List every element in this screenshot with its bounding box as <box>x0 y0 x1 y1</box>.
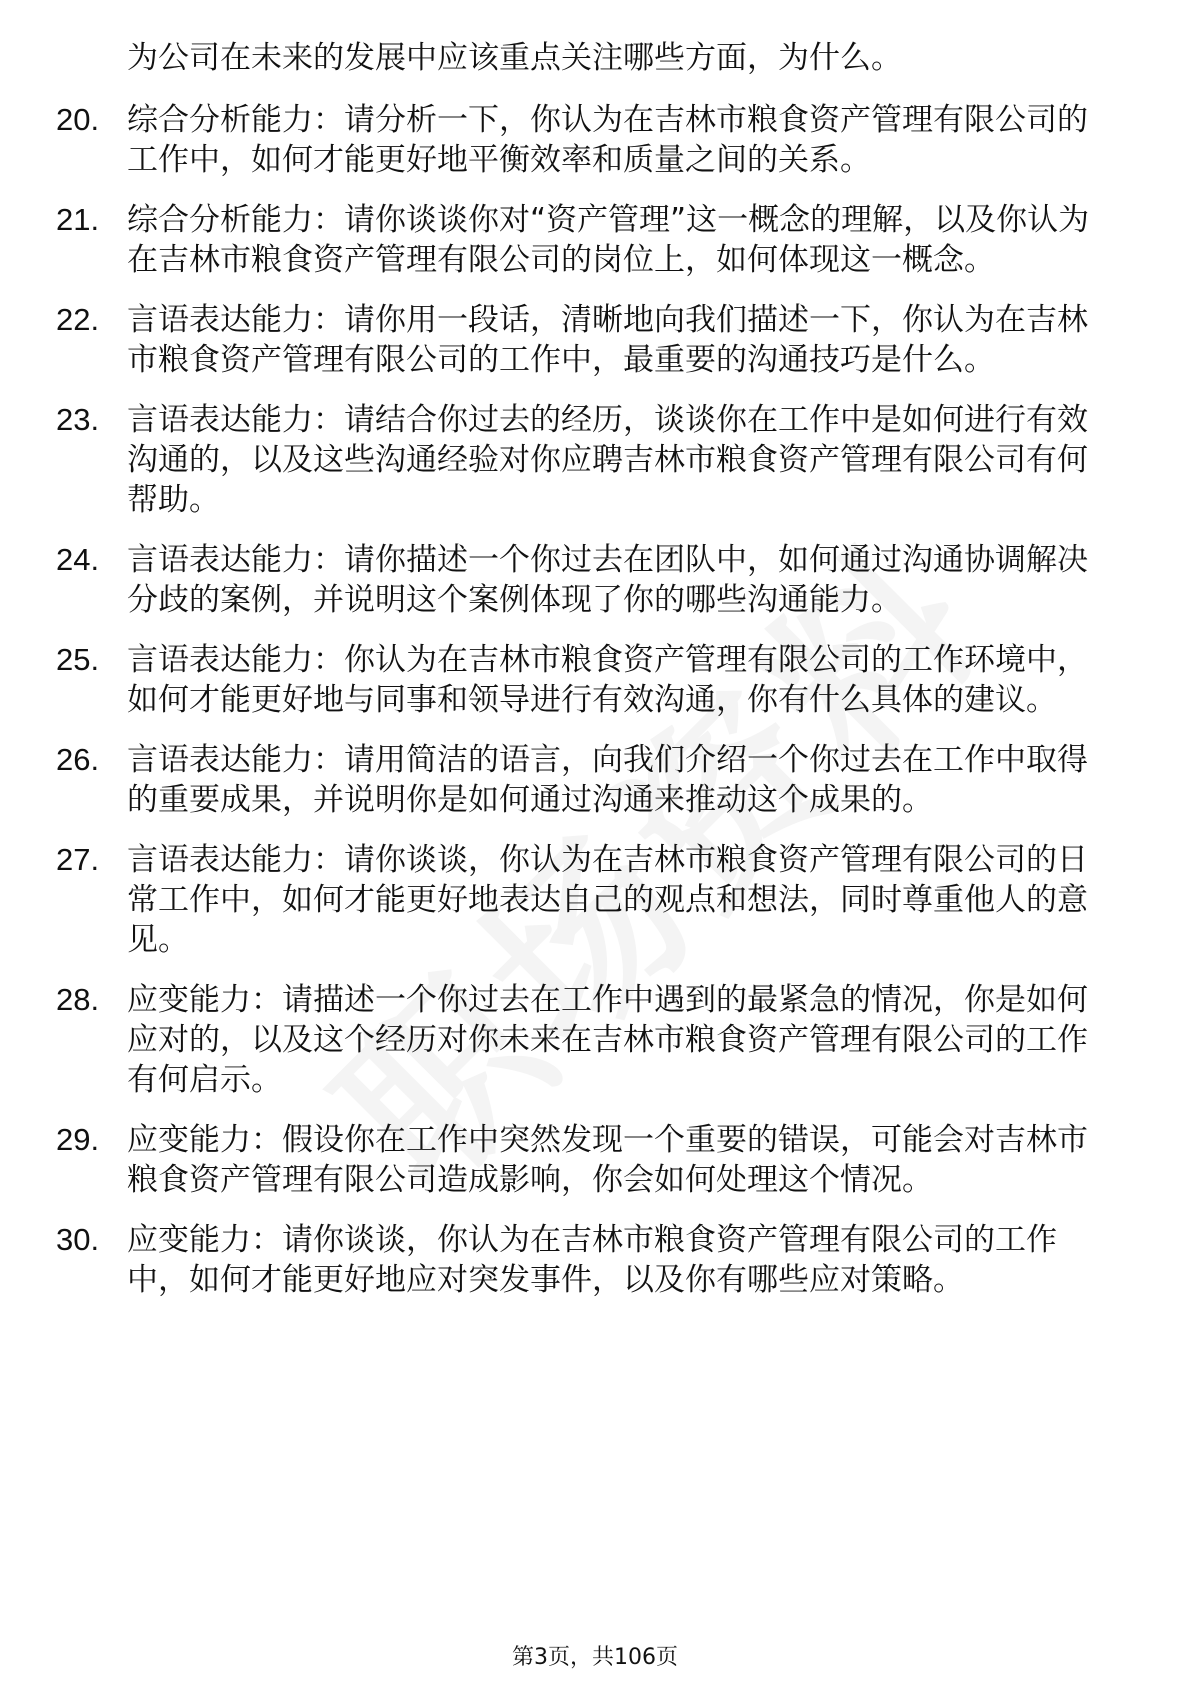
question-text: 综合分析能力：请分析一下，你认为在吉林市粮食资产管理有限公司的工作中，如何才能更好地平衡效率和质量之间的关系。 <box>127 102 1088 178</box>
question-text: 言语表达能力：请结合你过去的经历，谈谈你在工作中是如何进行有效沟通的，以及这些沟通经验对你应聘吉林市粮食资产管理有限公司有何帮助。 <box>127 402 1088 518</box>
question-item <box>0 640 1190 720</box>
question-list <box>0 38 1190 1320</box>
question-number: 25. <box>56 642 100 677</box>
question-item <box>0 200 1190 280</box>
question-item <box>0 980 1190 1100</box>
question-number: 21. <box>56 202 100 237</box>
question-text: 应变能力：请描述一个你过去在工作中遇到的最紧急的情况，你是如何应对的，以及这个经历对你未来在吉林市粮食资产管理有限公司的工作有何启示。 <box>127 982 1088 1098</box>
question-item <box>0 740 1190 820</box>
question-text: 应变能力：假设你在工作中突然发现一个重要的错误，可能会对吉林市粮食资产管理有限公司造成影响，你会如何处理这个情况。 <box>127 1122 1088 1198</box>
question-item <box>0 100 1190 180</box>
question-item <box>0 300 1190 380</box>
question-number: 27. <box>56 842 100 877</box>
question-item <box>0 540 1190 620</box>
question-number: 24. <box>56 542 100 577</box>
question-item <box>0 400 1190 520</box>
question-number: 20. <box>56 102 100 137</box>
question-number: 29. <box>56 1122 100 1157</box>
question-text: 言语表达能力：请用简洁的语言，向我们介绍一个你过去在工作中取得的重要成果，并说明你是如何通过沟通来推动这个成果的。 <box>127 742 1088 818</box>
question-number: 30. <box>56 1222 100 1257</box>
question-continuation: 为公司在未来的发展中应该重点关注哪些方面，为什么。 <box>127 40 902 76</box>
question-text: 言语表达能力：你认为在吉林市粮食资产管理有限公司的工作环境中，如何才能更好地与同事和领导进行有效沟通，你有什么具体的建议。 <box>127 642 1088 718</box>
page-footer: 第3页，共106页 <box>512 1645 678 1670</box>
question-number: 22. <box>56 302 100 337</box>
question-number: 26. <box>56 742 100 777</box>
question-text: 综合分析能力：请你谈谈你对“资产管理”这一概念的理解，以及你认为在吉林市粮食资产管理有限公司的岗位上，如何体现这一概念。 <box>127 202 1090 278</box>
question-text: 应变能力：请你谈谈，你认为在吉林市粮食资产管理有限公司的工作中，如何才能更好地应对突发事件，以及你有哪些应对策略。 <box>127 1222 1057 1298</box>
question-item <box>0 1120 1190 1200</box>
question-number: 28. <box>56 982 100 1017</box>
question-item <box>0 1220 1190 1300</box>
question-text: 言语表达能力：请你描述一个你过去在团队中，如何通过沟通协调解决分歧的案例，并说明这个案例体现了你的哪些沟通能力。 <box>127 542 1088 618</box>
question-text: 言语表达能力：请你用一段话，清晰地向我们描述一下，你认为在吉林市粮食资产管理有限公司的工作中，最重要的沟通技巧是什么。 <box>127 302 1088 378</box>
question-text: 言语表达能力：请你谈谈，你认为在吉林市粮食资产管理有限公司的日常工作中，如何才能更好地表达自己的观点和想法，同时尊重他人的意见。 <box>127 842 1088 958</box>
question-item <box>0 840 1190 960</box>
question-number: 23. <box>56 402 100 437</box>
